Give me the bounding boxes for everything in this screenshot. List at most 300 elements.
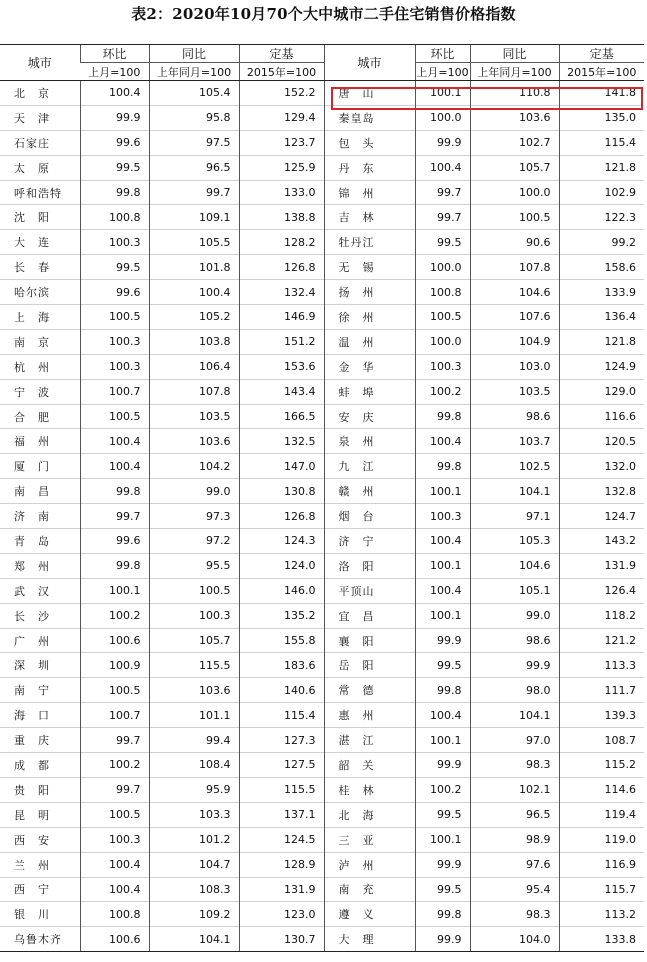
yoy-cell-left: 99.7 [149,180,239,205]
yoy-cell-right: 102.1 [470,777,559,802]
city-cell-right: 锦 州 [324,180,415,205]
city-cell-left: 西 安 [0,827,80,852]
base-cell-left: 133.0 [239,180,324,205]
city-cell-left: 南 京 [0,329,80,354]
base-cell-left: 115.5 [239,777,324,802]
base-cell-right: 115.2 [559,753,644,778]
city-cell-left: 长 沙 [0,603,80,628]
yoy-cell-left: 101.8 [149,255,239,280]
yoy-cell-right: 105.3 [470,529,559,554]
mom-cell-right: 100.1 [415,479,470,504]
city-cell-right: 烟 台 [324,504,415,529]
mom-cell-right: 100.4 [415,429,470,454]
yoy-cell-right: 102.5 [470,454,559,479]
table-row [0,553,644,578]
base-cell-left: 146.9 [239,305,324,330]
base-cell-left: 128.9 [239,852,324,877]
base-cell-left: 124.5 [239,827,324,852]
mom-cell-right: 99.5 [415,653,470,678]
city-cell-right: 济 宁 [324,529,415,554]
base-cell-right: 133.8 [559,927,644,952]
mom-cell-left: 100.7 [80,379,149,404]
yoy-cell-left: 107.8 [149,379,239,404]
city-cell-left: 哈尔滨 [0,280,80,305]
city-cell-left: 呼和浩特 [0,180,80,205]
base-cell-right: 121.8 [559,155,644,180]
city-cell-right: 包 头 [324,130,415,155]
mom-cell-right: 100.0 [415,105,470,130]
base-cell-right: 139.3 [559,703,644,728]
city-cell-right: 蚌 埠 [324,379,415,404]
city-cell-right: 北 海 [324,802,415,827]
city-cell-right: 九 江 [324,454,415,479]
mom-cell-left: 99.7 [80,777,149,802]
table-row [0,404,644,429]
table-row [0,827,644,852]
yoy-cell-right: 110.8 [470,81,559,106]
price-index-table [0,44,644,952]
table-row [0,429,644,454]
header-row-sub [0,63,644,81]
city-cell-right: 温 州 [324,329,415,354]
base-cell-left: 140.6 [239,678,324,703]
table-body [0,81,644,952]
yoy-cell-left: 95.9 [149,777,239,802]
mom-cell-right: 100.4 [415,703,470,728]
base-cell-left: 125.9 [239,155,324,180]
yoy-cell-left: 108.4 [149,753,239,778]
col-header-base-left: 定基 [239,45,324,63]
mom-cell-right: 100.4 [415,578,470,603]
table-row [0,379,644,404]
col-header-city-right: 城市 [324,45,415,81]
base-cell-right: 115.4 [559,130,644,155]
yoy-cell-right: 103.7 [470,429,559,454]
yoy-cell-right: 104.1 [470,703,559,728]
table-row [0,105,644,130]
yoy-cell-right: 99.9 [470,653,559,678]
mom-cell-left: 100.4 [80,852,149,877]
table-row [0,653,644,678]
col-sub-mom-right: 上月=100 [415,63,470,81]
base-cell-right: 115.7 [559,877,644,902]
table-row [0,504,644,529]
mom-cell-left: 99.5 [80,155,149,180]
base-cell-left: 130.8 [239,479,324,504]
city-cell-right: 岳 阳 [324,653,415,678]
base-cell-right: 119.0 [559,827,644,852]
base-cell-right: 124.9 [559,354,644,379]
yoy-cell-right: 104.1 [470,479,559,504]
city-cell-right: 秦皇岛 [324,105,415,130]
table-row [0,230,644,255]
city-cell-left: 太 原 [0,155,80,180]
mom-cell-right: 99.9 [415,927,470,952]
city-cell-left: 武 汉 [0,578,80,603]
yoy-cell-right: 98.6 [470,404,559,429]
col-header-base-right: 定基 [559,45,644,63]
yoy-cell-right: 96.5 [470,802,559,827]
mom-cell-left: 100.3 [80,230,149,255]
base-cell-left: 166.5 [239,404,324,429]
yoy-cell-right: 98.3 [470,753,559,778]
yoy-cell-right: 100.0 [470,180,559,205]
yoy-cell-right: 107.8 [470,255,559,280]
mom-cell-left: 100.6 [80,628,149,653]
mom-cell-right: 100.1 [415,728,470,753]
yoy-cell-left: 97.2 [149,529,239,554]
base-cell-right: 118.2 [559,603,644,628]
col-sub-yoy-left: 上年同月=100 [149,63,239,81]
mom-cell-right: 100.5 [415,305,470,330]
base-cell-right: 120.5 [559,429,644,454]
city-cell-right: 桂 林 [324,777,415,802]
city-cell-left: 天 津 [0,105,80,130]
col-header-yoy-left: 同比 [149,45,239,63]
yoy-cell-left: 103.8 [149,329,239,354]
base-cell-left: 131.9 [239,877,324,902]
city-cell-right: 徐 州 [324,305,415,330]
city-cell-left: 重 庆 [0,728,80,753]
mom-cell-left: 100.5 [80,305,149,330]
mom-cell-right: 100.0 [415,255,470,280]
mom-cell-left: 100.3 [80,354,149,379]
mom-cell-left: 99.7 [80,504,149,529]
yoy-cell-right: 105.1 [470,578,559,603]
mom-cell-right: 100.0 [415,329,470,354]
city-cell-left: 银 川 [0,902,80,927]
mom-cell-left: 99.6 [80,529,149,554]
mom-cell-left: 100.2 [80,603,149,628]
city-cell-left: 郑 州 [0,553,80,578]
mom-cell-right: 99.8 [415,454,470,479]
city-cell-left: 成 都 [0,753,80,778]
yoy-cell-left: 105.5 [149,230,239,255]
col-header-mom-right: 环比 [415,45,470,63]
mom-cell-left: 100.7 [80,703,149,728]
table-row [0,180,644,205]
mom-cell-left: 100.8 [80,205,149,230]
base-cell-left: 143.4 [239,379,324,404]
base-cell-right: 135.0 [559,105,644,130]
city-cell-left: 昆 明 [0,802,80,827]
yoy-cell-right: 100.5 [470,205,559,230]
base-cell-left: 146.0 [239,578,324,603]
mom-cell-left: 100.8 [80,902,149,927]
city-cell-left: 贵 阳 [0,777,80,802]
col-header-city-left: 城市 [0,45,80,81]
yoy-cell-left: 96.5 [149,155,239,180]
base-cell-right: 133.9 [559,280,644,305]
table-row [0,305,644,330]
yoy-cell-right: 105.7 [470,155,559,180]
city-cell-right: 安 庆 [324,404,415,429]
base-cell-right: 131.9 [559,553,644,578]
table-row [0,927,644,952]
col-sub-yoy-right: 上年同月=100 [470,63,559,81]
base-cell-right: 113.2 [559,902,644,927]
header-row-top [0,45,644,63]
table-row [0,255,644,280]
yoy-cell-left: 115.5 [149,653,239,678]
mom-cell-left: 99.5 [80,255,149,280]
base-cell-left: 137.1 [239,802,324,827]
yoy-cell-left: 104.1 [149,927,239,952]
base-cell-right: 124.7 [559,504,644,529]
table-row [0,578,644,603]
col-sub-base-right: 2015年=100 [559,63,644,81]
yoy-cell-right: 97.1 [470,504,559,529]
mom-cell-right: 99.9 [415,130,470,155]
mom-cell-left: 99.6 [80,130,149,155]
city-cell-right: 宜 昌 [324,603,415,628]
mom-cell-left: 100.6 [80,927,149,952]
yoy-cell-left: 100.4 [149,280,239,305]
col-header-yoy-right: 同比 [470,45,559,63]
table-row [0,81,644,106]
yoy-cell-right: 97.0 [470,728,559,753]
col-header-mom-left: 环比 [80,45,149,63]
table-row [0,802,644,827]
city-cell-right: 韶 关 [324,753,415,778]
table-row [0,703,644,728]
yoy-cell-right: 98.0 [470,678,559,703]
city-cell-left: 南 宁 [0,678,80,703]
city-cell-left: 青 岛 [0,529,80,554]
yoy-cell-left: 97.3 [149,504,239,529]
base-cell-right: 121.8 [559,329,644,354]
base-cell-right: 132.8 [559,479,644,504]
base-cell-left: 153.6 [239,354,324,379]
table-row [0,753,644,778]
base-cell-left: 135.2 [239,603,324,628]
mom-cell-right: 99.9 [415,753,470,778]
yoy-cell-left: 99.4 [149,728,239,753]
yoy-cell-left: 101.1 [149,703,239,728]
yoy-cell-left: 103.3 [149,802,239,827]
city-cell-left: 乌鲁木齐 [0,927,80,952]
mom-cell-right: 99.5 [415,877,470,902]
city-cell-left: 济 南 [0,504,80,529]
city-cell-left: 厦 门 [0,454,80,479]
mom-cell-left: 100.4 [80,429,149,454]
yoy-cell-left: 99.0 [149,479,239,504]
base-cell-right: 129.0 [559,379,644,404]
base-cell-left: 124.3 [239,529,324,554]
yoy-cell-left: 95.8 [149,105,239,130]
city-cell-left: 福 州 [0,429,80,454]
base-cell-left: 183.6 [239,653,324,678]
city-cell-left: 杭 州 [0,354,80,379]
city-cell-left: 广 州 [0,628,80,653]
base-cell-right: 143.2 [559,529,644,554]
city-cell-left: 海 口 [0,703,80,728]
city-cell-right: 常 德 [324,678,415,703]
base-cell-left: 128.2 [239,230,324,255]
base-cell-left: 123.7 [239,130,324,155]
yoy-cell-right: 102.7 [470,130,559,155]
mom-cell-right: 99.5 [415,230,470,255]
city-cell-left: 合 肥 [0,404,80,429]
mom-cell-left: 100.4 [80,81,149,106]
base-cell-right: 108.7 [559,728,644,753]
mom-cell-left: 99.6 [80,280,149,305]
yoy-cell-right: 104.0 [470,927,559,952]
mom-cell-right: 99.7 [415,180,470,205]
table-row [0,454,644,479]
yoy-cell-right: 103.6 [470,105,559,130]
base-cell-left: 127.5 [239,753,324,778]
yoy-cell-left: 105.2 [149,305,239,330]
base-cell-left: 123.0 [239,902,324,927]
city-cell-right: 洛 阳 [324,553,415,578]
yoy-cell-left: 101.2 [149,827,239,852]
mom-cell-left: 100.5 [80,802,149,827]
mom-cell-right: 100.2 [415,777,470,802]
yoy-cell-left: 108.3 [149,877,239,902]
city-cell-left: 西 宁 [0,877,80,902]
city-cell-left: 深 圳 [0,653,80,678]
yoy-cell-left: 105.7 [149,628,239,653]
city-cell-right: 唐 山 [324,81,415,106]
city-cell-left: 大 连 [0,230,80,255]
mom-cell-right: 100.1 [415,603,470,628]
mom-cell-right: 99.9 [415,852,470,877]
base-cell-left: 126.8 [239,504,324,529]
city-cell-right: 金 华 [324,354,415,379]
col-sub-base-left: 2015年=100 [239,63,324,81]
mom-cell-right: 99.5 [415,802,470,827]
mom-cell-left: 100.3 [80,329,149,354]
mom-cell-right: 100.1 [415,553,470,578]
yoy-cell-left: 100.5 [149,578,239,603]
base-cell-right: 113.3 [559,653,644,678]
yoy-cell-right: 97.6 [470,852,559,877]
table-row [0,728,644,753]
base-cell-right: 116.9 [559,852,644,877]
table-row [0,603,644,628]
city-cell-right: 惠 州 [324,703,415,728]
yoy-cell-right: 98.6 [470,628,559,653]
mom-cell-left: 100.2 [80,753,149,778]
base-cell-left: 129.4 [239,105,324,130]
table-row [0,628,644,653]
yoy-cell-left: 105.4 [149,81,239,106]
base-cell-left: 147.0 [239,454,324,479]
yoy-cell-left: 95.5 [149,553,239,578]
city-cell-right: 南 充 [324,877,415,902]
base-cell-right: 119.4 [559,802,644,827]
yoy-cell-right: 90.6 [470,230,559,255]
mom-cell-left: 100.3 [80,827,149,852]
base-cell-right: 121.2 [559,628,644,653]
yoy-cell-right: 95.4 [470,877,559,902]
table-row [0,130,644,155]
base-cell-left: 127.3 [239,728,324,753]
mom-cell-left: 100.4 [80,877,149,902]
city-cell-left: 石家庄 [0,130,80,155]
city-cell-right: 遵 义 [324,902,415,927]
city-cell-right: 襄 阳 [324,628,415,653]
table-title: 表2：2020年10月70个大中城市二手住宅销售价格指数 [131,5,516,23]
base-cell-right: 99.2 [559,230,644,255]
table-row [0,877,644,902]
table-row [0,280,644,305]
table-row [0,777,644,802]
yoy-cell-right: 98.9 [470,827,559,852]
city-cell-left: 上 海 [0,305,80,330]
base-cell-left: 151.2 [239,329,324,354]
city-cell-left: 长 春 [0,255,80,280]
base-cell-right: 126.4 [559,578,644,603]
city-cell-right: 湛 江 [324,728,415,753]
mom-cell-left: 100.9 [80,653,149,678]
mom-cell-right: 100.8 [415,280,470,305]
base-cell-left: 138.8 [239,205,324,230]
base-cell-left: 124.0 [239,553,324,578]
base-cell-right: 102.9 [559,180,644,205]
mom-cell-right: 99.8 [415,902,470,927]
base-cell-left: 132.5 [239,429,324,454]
city-cell-left: 兰 州 [0,852,80,877]
base-cell-left: 126.8 [239,255,324,280]
yoy-cell-left: 103.5 [149,404,239,429]
yoy-cell-left: 109.2 [149,902,239,927]
yoy-cell-right: 99.0 [470,603,559,628]
base-cell-right: 158.6 [559,255,644,280]
col-sub-mom-left: 上月=100 [80,63,149,81]
mom-cell-right: 99.8 [415,678,470,703]
yoy-cell-right: 98.3 [470,902,559,927]
city-cell-right: 吉 林 [324,205,415,230]
mom-cell-right: 100.4 [415,529,470,554]
city-cell-right: 丹 东 [324,155,415,180]
city-cell-right: 扬 州 [324,280,415,305]
table-row [0,155,644,180]
mom-cell-left: 99.8 [80,553,149,578]
table-row [0,354,644,379]
table-row [0,329,644,354]
base-cell-left: 155.8 [239,628,324,653]
city-cell-right: 赣 州 [324,479,415,504]
yoy-cell-right: 104.9 [470,329,559,354]
mom-cell-left: 99.7 [80,728,149,753]
city-cell-left: 北 京 [0,81,80,106]
yoy-cell-left: 109.1 [149,205,239,230]
base-cell-right: 114.6 [559,777,644,802]
city-cell-left: 沈 阳 [0,205,80,230]
mom-cell-right: 100.1 [415,827,470,852]
mom-cell-left: 100.5 [80,404,149,429]
mom-cell-right: 100.4 [415,155,470,180]
mom-cell-left: 99.9 [80,105,149,130]
mom-cell-right: 100.3 [415,354,470,379]
base-cell-left: 132.4 [239,280,324,305]
yoy-cell-left: 103.6 [149,429,239,454]
city-cell-left: 宁 波 [0,379,80,404]
base-cell-left: 152.2 [239,81,324,106]
mom-cell-left: 99.8 [80,479,149,504]
yoy-cell-right: 107.6 [470,305,559,330]
base-cell-right: 132.0 [559,454,644,479]
yoy-cell-left: 103.6 [149,678,239,703]
base-cell-right: 136.4 [559,305,644,330]
table-row [0,479,644,504]
city-cell-left: 南 昌 [0,479,80,504]
mom-cell-right: 100.1 [415,81,470,106]
yoy-cell-right: 104.6 [470,553,559,578]
city-cell-right: 泉 州 [324,429,415,454]
